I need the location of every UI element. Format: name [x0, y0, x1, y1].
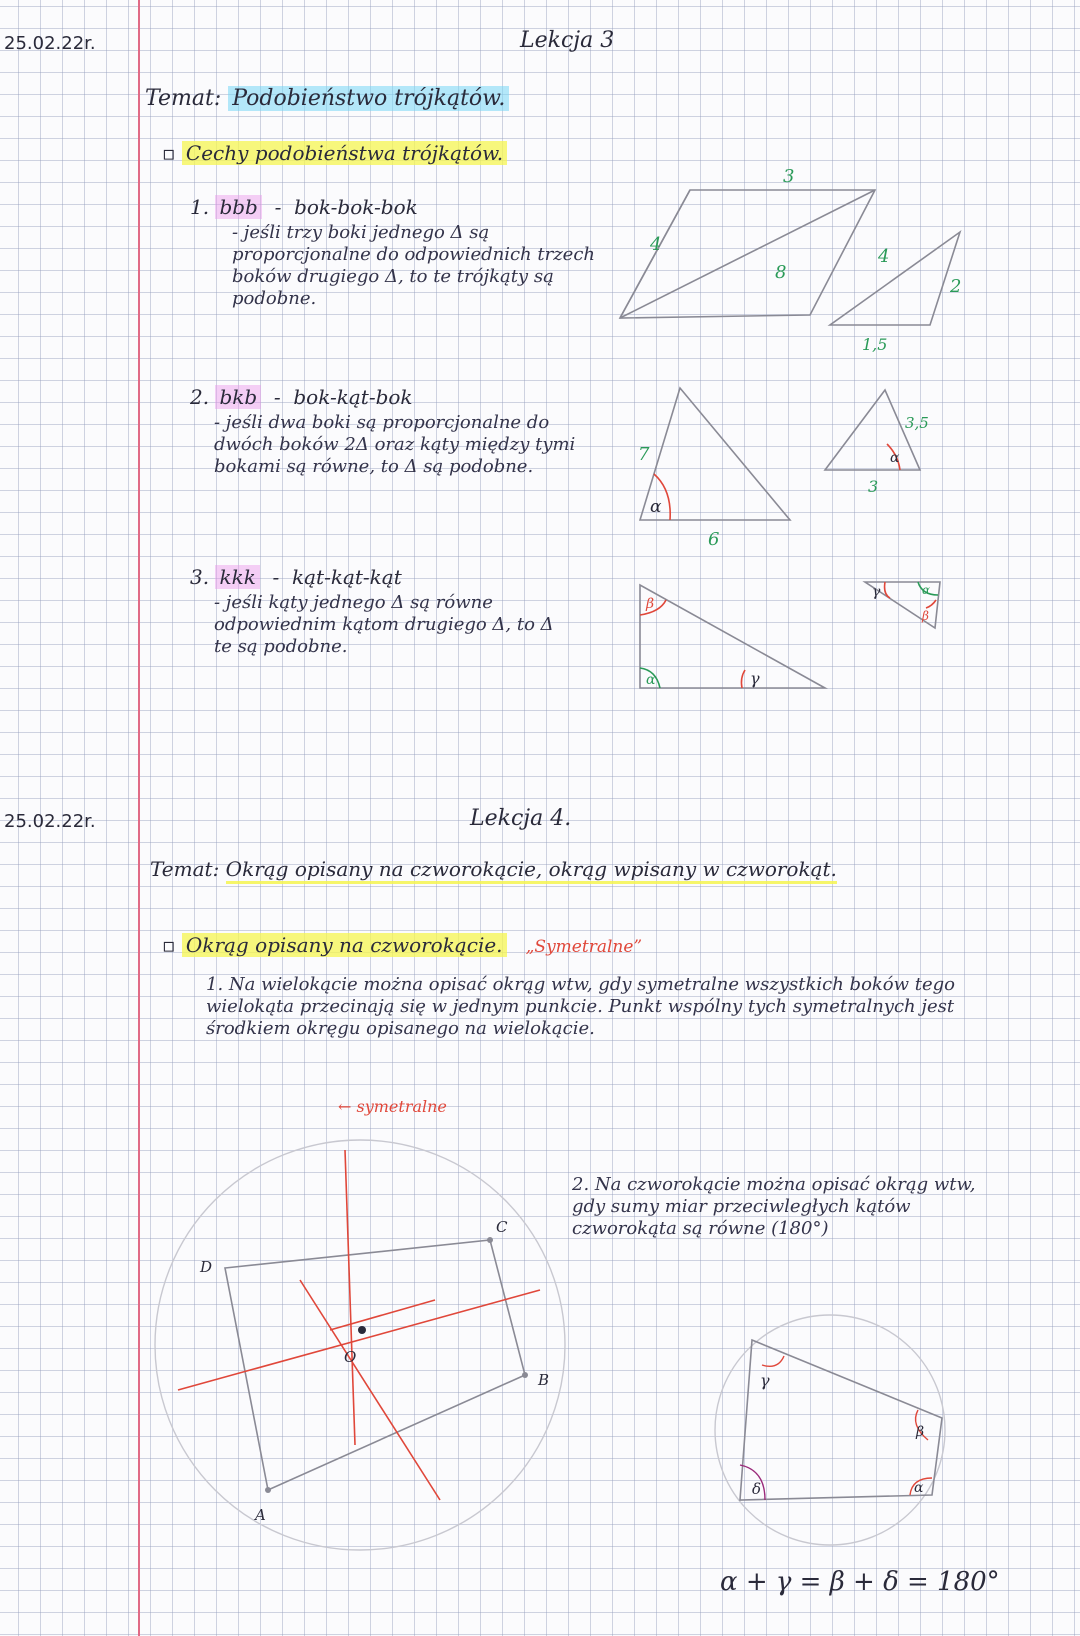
fig3-beta: β: [646, 596, 655, 612]
cyclic-quadrilateral-diagram: [715, 1315, 945, 1545]
rule-name: kąt-kąt-kąt: [292, 565, 402, 589]
large-triangle: [640, 388, 790, 520]
section-text: Cechy podobieństwa trójkątów.: [182, 141, 507, 165]
lesson3-date: 25.02.22r.: [4, 33, 96, 54]
rule-code: bkb: [215, 385, 261, 409]
angle-arc: [926, 600, 936, 608]
circumcircle: [715, 1315, 945, 1545]
perpendicular-bisector-label: ← symetralne: [338, 1097, 447, 1116]
figure-bbb: [620, 190, 960, 325]
fig1-label-a: 3: [783, 166, 795, 187]
angle-beta: β: [916, 1424, 925, 1440]
point-1-text: 1. Na wielokącie można opisać okrąg wtw, gdy symetralne wszystkich boków tego wielokąta przecinają się w jednym punkcie. Punkt wspólny tych symetralnych jest środkiem okręgu opisanego na wielokącie.: [206, 974, 956, 1039]
checkbox-icon: ▫: [162, 933, 176, 957]
rule-text: - jeśli kąty jednego Δ są równe odpowiednim kątom drugiego Δ, to Δ te są podobne.: [214, 592, 554, 657]
rule-heading: 2. bkb - bok-kąt-bok: [190, 385, 413, 409]
point-2-text: 2. Na czworokącie można opisać okrąg wtw, gdy sumy miar przeciwległych kątów czworokąta są równe (180°): [572, 1174, 976, 1239]
rule-name: bok-bok-bok: [294, 195, 418, 219]
topic-text: Podobieństwo trójkątów.: [228, 86, 509, 111]
bisector-line: [345, 1150, 355, 1445]
lesson3-title: Lekcja 3: [520, 28, 615, 53]
triangle-shape: [830, 232, 960, 325]
section-note: „Symetralne”: [525, 937, 643, 957]
fig2-label-d: 3: [868, 477, 879, 496]
fig2-label-a: 7: [638, 444, 650, 465]
rule-text: - jeśli dwa boki są proporcjonalne do dwóch boków 2Δ oraz kąty między tymi bokami są równe, to Δ są podobne.: [214, 412, 576, 477]
fig3-alpha: α: [646, 672, 656, 688]
center-o-label: O: [344, 1348, 357, 1366]
vertex-a-label: A: [255, 1506, 266, 1524]
vertex-b-label: B: [538, 1371, 550, 1389]
lesson4-date: 25.02.22r.: [4, 811, 96, 832]
angle-sum-formula: α + γ = β + δ = 180°: [720, 1567, 1000, 1597]
fig1-label-f: 1,5: [862, 335, 888, 354]
fig1-label-b: 4: [650, 234, 662, 255]
angle-delta: δ: [752, 1480, 762, 1498]
angle-gamma: γ: [760, 1371, 770, 1390]
rule-number: 2.: [190, 385, 210, 409]
angle-arc: [762, 1356, 784, 1366]
fig3-gamma: γ: [750, 669, 760, 688]
rule-number: 3.: [190, 565, 210, 589]
circumscribed-diagram: [155, 1140, 565, 1550]
circumcenter-point: [358, 1326, 366, 1334]
lesson4-title: Lekcja 4.: [470, 806, 572, 831]
vertex-point: [265, 1487, 271, 1493]
vertex-c-label: C: [496, 1218, 508, 1236]
vertex-point: [487, 1237, 493, 1243]
fig1-label-e: 2: [950, 276, 962, 297]
fig2-alpha-2: α: [890, 450, 900, 466]
angle-alpha: α: [914, 1480, 924, 1496]
figure-bkb: [640, 388, 920, 520]
fig3-beta-small: β: [922, 609, 929, 623]
rule-name: bok-kąt-bok: [293, 385, 413, 409]
rule-heading: 3. kkk - kąt-kąt-kąt: [190, 565, 402, 589]
fig2-label-c: 3,5: [905, 414, 929, 432]
section-text: Okrąg opisany na czworokącie.: [182, 933, 507, 957]
lesson4-topic: Temat: Okrąg opisany na czworokącie, okrąg wpisany w czworokąt.: [150, 858, 837, 881]
rule-code: kkk: [215, 565, 259, 589]
circumcircle: [155, 1140, 565, 1550]
fig3-gamma-small: γ: [872, 584, 881, 600]
rule-code: bbb: [215, 195, 261, 219]
topic-label: Temat: [150, 857, 213, 881]
large-right-triangle: [640, 585, 825, 688]
rule-heading: 1. bbb - bok-bok-bok: [190, 195, 418, 219]
fig1-label-c: 8: [775, 262, 787, 283]
angle-arc: [741, 670, 745, 688]
topic-label: Temat: [145, 86, 214, 111]
vertex-point: [522, 1372, 528, 1378]
rule-text: - jeśli trzy boki jednego Δ są proporcjonalne do odpowiednich trzech boków drugiego Δ, to te trójkąty są podobne.: [232, 222, 596, 309]
checkbox-icon: ▫: [162, 141, 176, 165]
vertex-d-label: D: [200, 1258, 213, 1276]
bisector-line: [330, 1300, 435, 1330]
fig1-label-d: 4: [878, 246, 890, 267]
rule-number: 1.: [190, 195, 210, 219]
quadrilateral-shape: [740, 1340, 942, 1500]
fig3-alpha-small: α: [922, 583, 931, 597]
figure-kkk: [640, 582, 940, 688]
lesson3-topic: Temat: Podobieństwo trójkątów.: [145, 86, 509, 111]
fig2-alpha-1: α: [650, 497, 662, 517]
fig2-label-b: 6: [708, 529, 720, 550]
topic-text: Okrąg opisany na czworokącie, okrąg wpisany w czworokąt.: [226, 857, 837, 884]
